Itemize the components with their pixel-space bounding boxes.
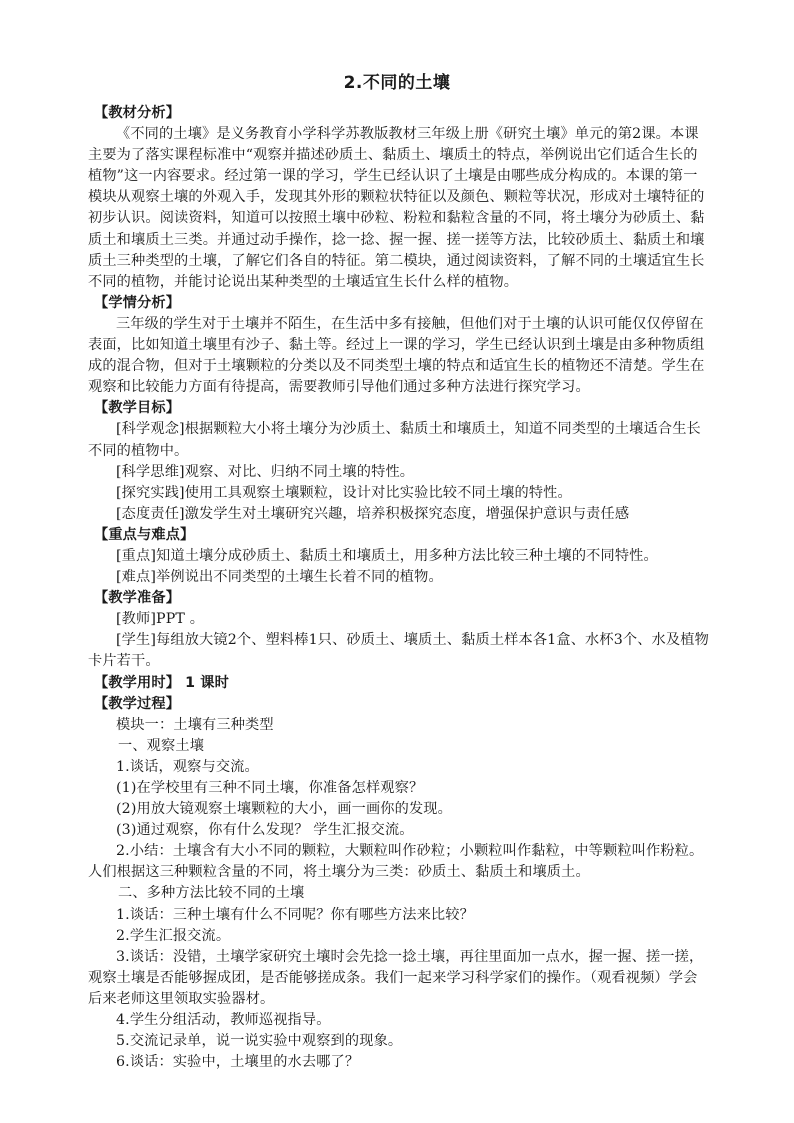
body-paragraph: [重点]知道土壤分成砂质土、黏质土和壤质土，用多种方法比较三种土壤的不同特性。 — [116, 547, 658, 564]
body-paragraph: 4.学生分组活动，教师巡视指导。 — [116, 1012, 331, 1029]
body-paragraph: 《不同的土壤》是义务教育小学科学苏教版教材三年级上册《研究土壤》单元的第2课。本课主要为了落实课程标准中“观察并描述砂质土、黏质土、壤质土的特点，举例说出它们适合生长的植物”这一内容要求。经过第一课的学习，学生已经认识了土壤是由哪些成分构成的。本课的第一模块从观察土壤的外观入手，发现其外形的颗粒状特征以及颜色、颗粒等状况，形成对土壤特征的初步认识。阅读资料，知道可以按照土壤中砂粒、粉粒和黏粒含量的不同，将土壤分为砂质土、黏质土和壤质土三类。并通过动手操作，捻一捻、握一握、搓一搓等方法，比较砂质土、黏质土和壤质土三种类型的土壤，了解它们各自的特征。第二模块，通过阅读资料，了解不同的土壤适宜生长不同的植物，并能讨论说出某种类型的土壤适宜生长什么样的植物。 — [88, 126, 705, 290]
page-title: 2.不同的土壤 — [343, 73, 451, 93]
body-paragraph: (1)在学校里有三种不同土壤，你准备怎样观察？ — [116, 780, 424, 796]
subsection-heading: 一、观察土壤 — [118, 737, 205, 754]
body-paragraph: 5.交流记录单，说一说实验中观察到的现象。 — [116, 1033, 403, 1050]
section-heading: 【教学目标】 — [94, 400, 181, 417]
section-heading: 【教学用时】 1 课时 — [94, 674, 229, 691]
body-paragraph: 1.谈话，观察与交流。 — [116, 758, 259, 775]
body-paragraph: [科学观念]根据颗粒大小将土壤分为沙质土、黏质土和壤质土，知道不同类型的土壤适合生长不同的植物中。 — [88, 421, 701, 459]
section-heading: 【学情分析】 — [94, 294, 181, 311]
body-paragraph: 3.谈话：没错，土壤学家研究土壤时会先捻一捻土壤，再往里面加一点水，握一握、搓一搓，观察土壤是否能够握成团，是否能够搓成条。我们一起来学习科学家们的操作。（观看视频）学会后来老师这里领取实验器材。 — [88, 948, 704, 1007]
section-heading: 【教学准备】 — [94, 590, 181, 607]
body-paragraph: [态度责任]激发学生对土壤研究兴趣，培养积极探究态度，增强保护意识与责任感 — [116, 505, 630, 522]
body-paragraph: 1.谈话：三种土壤有什么不同呢？你有哪些方法来比较？ — [116, 906, 474, 923]
section-heading: 【教材分析】 — [94, 105, 181, 121]
body-paragraph: [难点]举例说出不同类型的土壤生长着不同的植物。 — [116, 569, 443, 586]
body-paragraph: (3)通过观察，你有什么发现？ 学生汇报交流。 — [116, 822, 414, 839]
document-body — [88, 103, 710, 1073]
body-paragraph: 6.谈话：实验中，土壤里的水去哪了？ — [116, 1054, 360, 1071]
section-heading: 【重点与难点】 — [94, 526, 195, 543]
subsection-heading: 二、多种方法比较不同的土壤 — [118, 885, 305, 902]
body-paragraph: 三年级的学生对于土壤并不陌生，在生活中多有接触，但他们对于土壤的认识可能仅仅停留在表面，比如知道土壤里有沙子、黏土等。经过上一课的学习，学生已经认识到土壤是由多种物质组成的混合物，但对于土壤颗粒的分类以及不同类型土壤的特点和适宜生长的植物还不清楚。学生在观察和比较能力方面有待提高，需要教师引导他们通过多种方法进行探究学习。 — [88, 315, 705, 396]
body-paragraph: 2.小结：土壤含有大小不同的颗粒，大颗粒叫作砂粒；小颗粒叫作黏粒，中等颗粒叫作粉粒。人们根据这三种颗粒含量的不同，将土壤分为三类：砂质土、黏质土和壤质土。 — [88, 843, 704, 881]
body-paragraph: 模块一：土壤有三种类型 — [116, 716, 274, 733]
body-paragraph: [教师]PPT 。 — [116, 611, 205, 628]
body-paragraph: [科学思维]观察、对比、归纳不同土壤的特性。 — [116, 463, 415, 480]
body-paragraph: [探究实践]使用工具观察土壤颗粒，设计对比实验比较不同土壤的特性。 — [116, 484, 572, 501]
body-paragraph: (2)用放大镜观察土壤颗粒的大小，画一画你的发现。 — [116, 801, 452, 818]
body-paragraph: [学生]每组放大镜2个、塑料棒1只、砂质土、壤质土、黏质土样本各1盒、水杯3个、水及植物卡片若干。 — [88, 632, 709, 670]
section-heading: 【教学过程】 — [94, 695, 181, 712]
body-paragraph: 2.学生汇报交流。 — [116, 927, 231, 944]
